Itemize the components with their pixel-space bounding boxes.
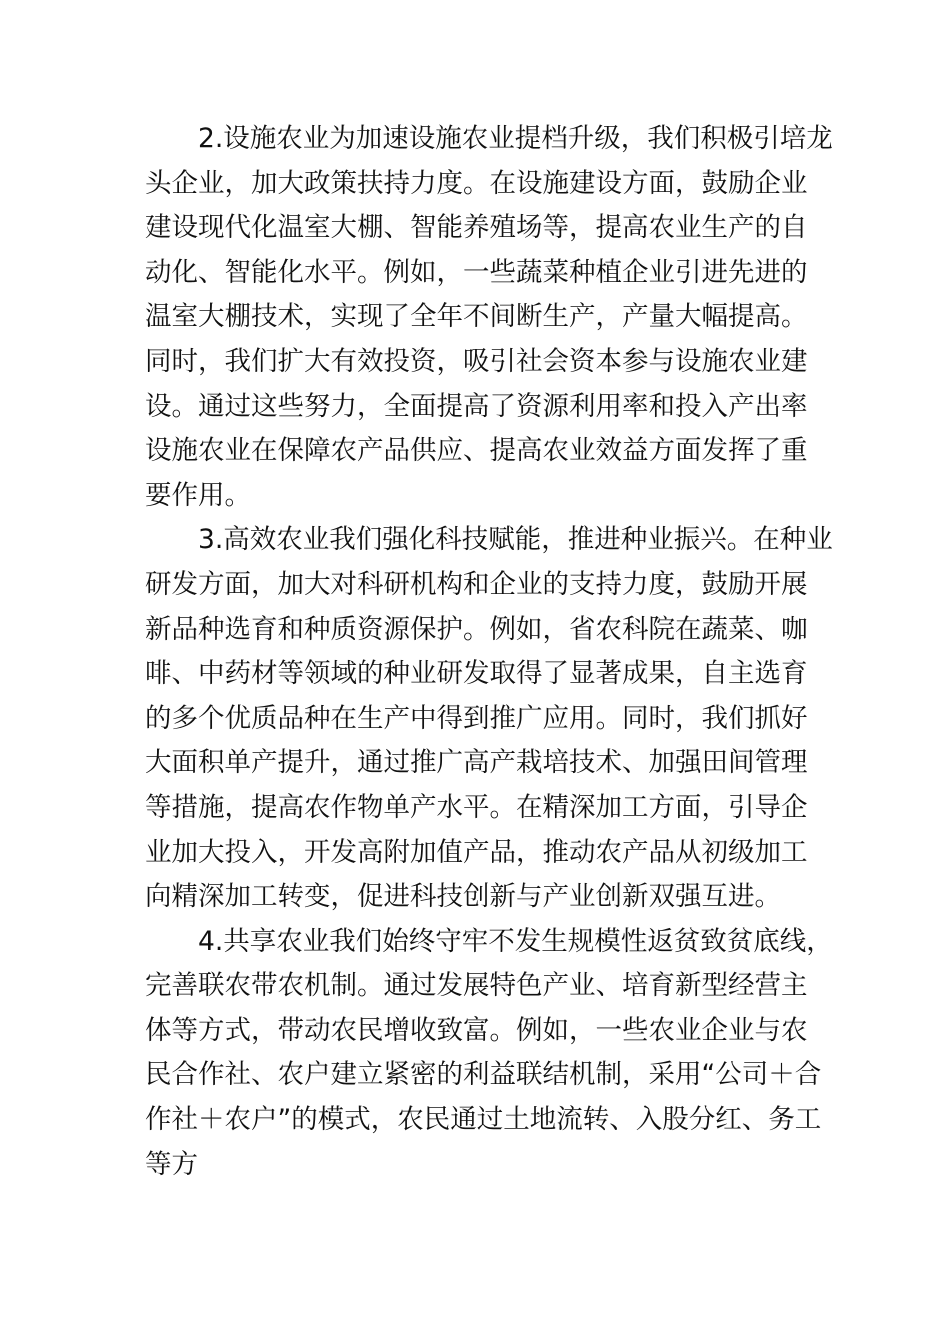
text-line: 啡、中药材等领域的种业研发取得了显著成果，自主选育 (145, 658, 808, 690)
document-body (145, 117, 833, 1187)
text-line: 完善联农带农机制。通过发展特色产业、培育新型经营主 (145, 970, 808, 1002)
text-line: 设施农业在保障农产品供应、提高农业效益方面发挥了重 (145, 435, 808, 467)
text-line: 等措施，提高农作物单产水平。在精深加工方面，引导企 (145, 791, 808, 823)
paragraph-efficient-agriculture (145, 518, 833, 919)
text-line: 向精深加工转变，促进科技创新与产业创新双强互进。 (145, 881, 781, 913)
text-line: 设。通过这些努力，全面提高了资源利用率和投入产出率 (145, 390, 808, 422)
text-line: 研发方面，加大对科研机构和企业的支持力度，鼓励开展 (145, 568, 808, 600)
text-line: 民合作社、农户建立紧密的利益联结机制，采用“公司＋合 (145, 1059, 822, 1091)
text-line: 温室大棚技术，实现了全年不间断生产，产量大幅提高。 (145, 301, 808, 333)
text-line: 要作用。 (145, 479, 251, 511)
text-line: 作社＋农户”的模式，农民通过土地流转、入股分红、务工 (145, 1104, 822, 1136)
text-line: 同时，我们扩大有效投资，吸引社会资本参与设施农业建 (145, 345, 808, 377)
text-line: 等方 (145, 1148, 198, 1180)
text-line: 头企业，加大政策扶持力度。在设施建设方面，鼓励企业 (145, 167, 808, 199)
text-line: 2.设施农业为加速设施农业提档升级，我们积极引培龙 (198, 123, 833, 154)
text-line: 建设现代化温室大棚、智能养殖场等，提高农业生产的自 (145, 212, 808, 244)
text-line: 体等方式，带动农民增收致富。例如，一些农业企业与农 (145, 1014, 808, 1046)
text-line: 新品种选育和种质资源保护。例如，省农科院在蔬菜、咖 (145, 613, 808, 645)
text-line: 3.高效农业我们强化科技赋能，推进种业振兴。在种业 (198, 524, 833, 556)
text-line: 大面积单产提升，通过推广高产栽培技术、加强田间管理 (145, 747, 808, 779)
text-line: 动化、智能化水平。例如，一些蔬菜种植企业引进先进的 (145, 256, 808, 288)
text-line: 的多个优质品种在生产中得到推广应用。同时，我们抓好 (145, 702, 808, 734)
text-line: 业加大投入，开发高附加值产品，推动农产品从初级加工 (145, 836, 808, 868)
paragraph-facility-agriculture (145, 117, 833, 518)
text-line: 4.共享农业我们始终守牢不发生规模性返贫致贫底线， (198, 925, 833, 957)
paragraph-shared-agriculture (145, 920, 833, 1188)
